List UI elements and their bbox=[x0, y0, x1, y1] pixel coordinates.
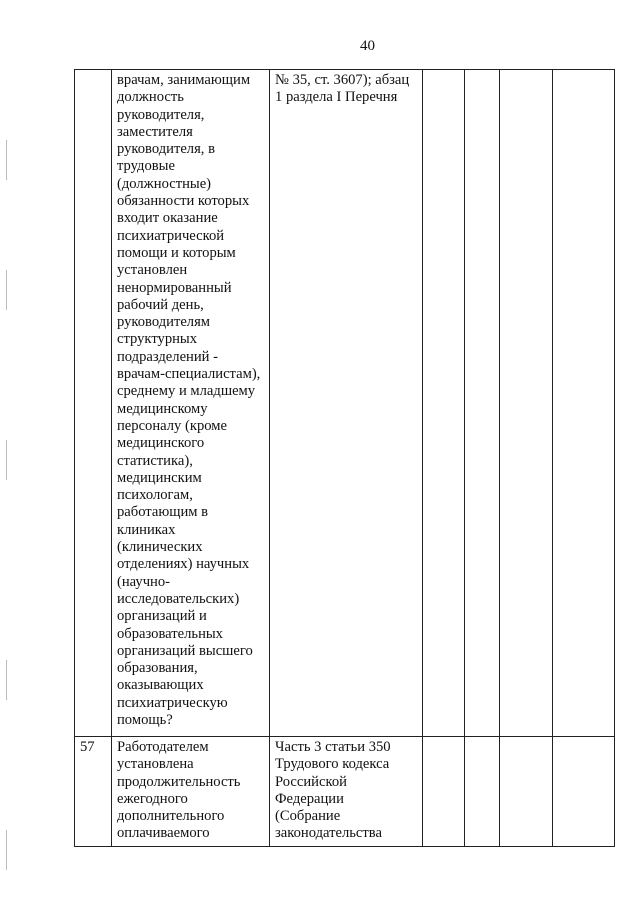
question-text: врачам, занимающим должность руководителя, заместителя руководителя, в трудовые (должностные) обязанности которых входит оказание психиатрической помощи и которым установлен ненормированный рабочий день, руководителям структурных подразделений - врачам-специалистам), среднему и младшему медицинскому персоналу (кроме медицинского статистика), медицинским психологам, работающим в клиниках (клинических отделениях) научных (научно- исследовательских) организаций и образовательных организаций высшего образования, оказывающих психиатрическую помощь? bbox=[117, 72, 261, 728]
question-cell bbox=[112, 70, 270, 737]
checklist-table bbox=[74, 69, 615, 847]
legal-basis-text: № 35, ст. 3607); абзац 1 раздела I Перечня bbox=[275, 72, 410, 106]
scan-edge-marks bbox=[6, 140, 8, 880]
row-number-cell bbox=[75, 737, 112, 847]
table-row bbox=[75, 70, 615, 737]
answer-cell bbox=[423, 737, 465, 847]
legal-basis-text: Часть 3 статьи 350 Трудового кодекса Российской Федерации (Собрание законодательства bbox=[275, 739, 391, 842]
note-cell bbox=[553, 70, 615, 737]
legal-basis-cell bbox=[270, 737, 423, 847]
answer-cell bbox=[423, 70, 465, 737]
row-number-cell bbox=[75, 70, 112, 737]
question-text: Работодателем установлена продолжительность ежегодного дополнительного оплачиваемого bbox=[117, 739, 241, 842]
answer-cell bbox=[465, 70, 500, 737]
answer-cell bbox=[465, 737, 500, 847]
legal-basis-cell bbox=[270, 70, 423, 737]
answer-cell bbox=[500, 737, 553, 847]
answer-cell bbox=[500, 70, 553, 737]
note-cell bbox=[553, 737, 615, 847]
row-number: 57 bbox=[80, 739, 95, 755]
page-number: 40 bbox=[360, 38, 375, 54]
table-row bbox=[75, 737, 615, 847]
question-cell bbox=[112, 737, 270, 847]
